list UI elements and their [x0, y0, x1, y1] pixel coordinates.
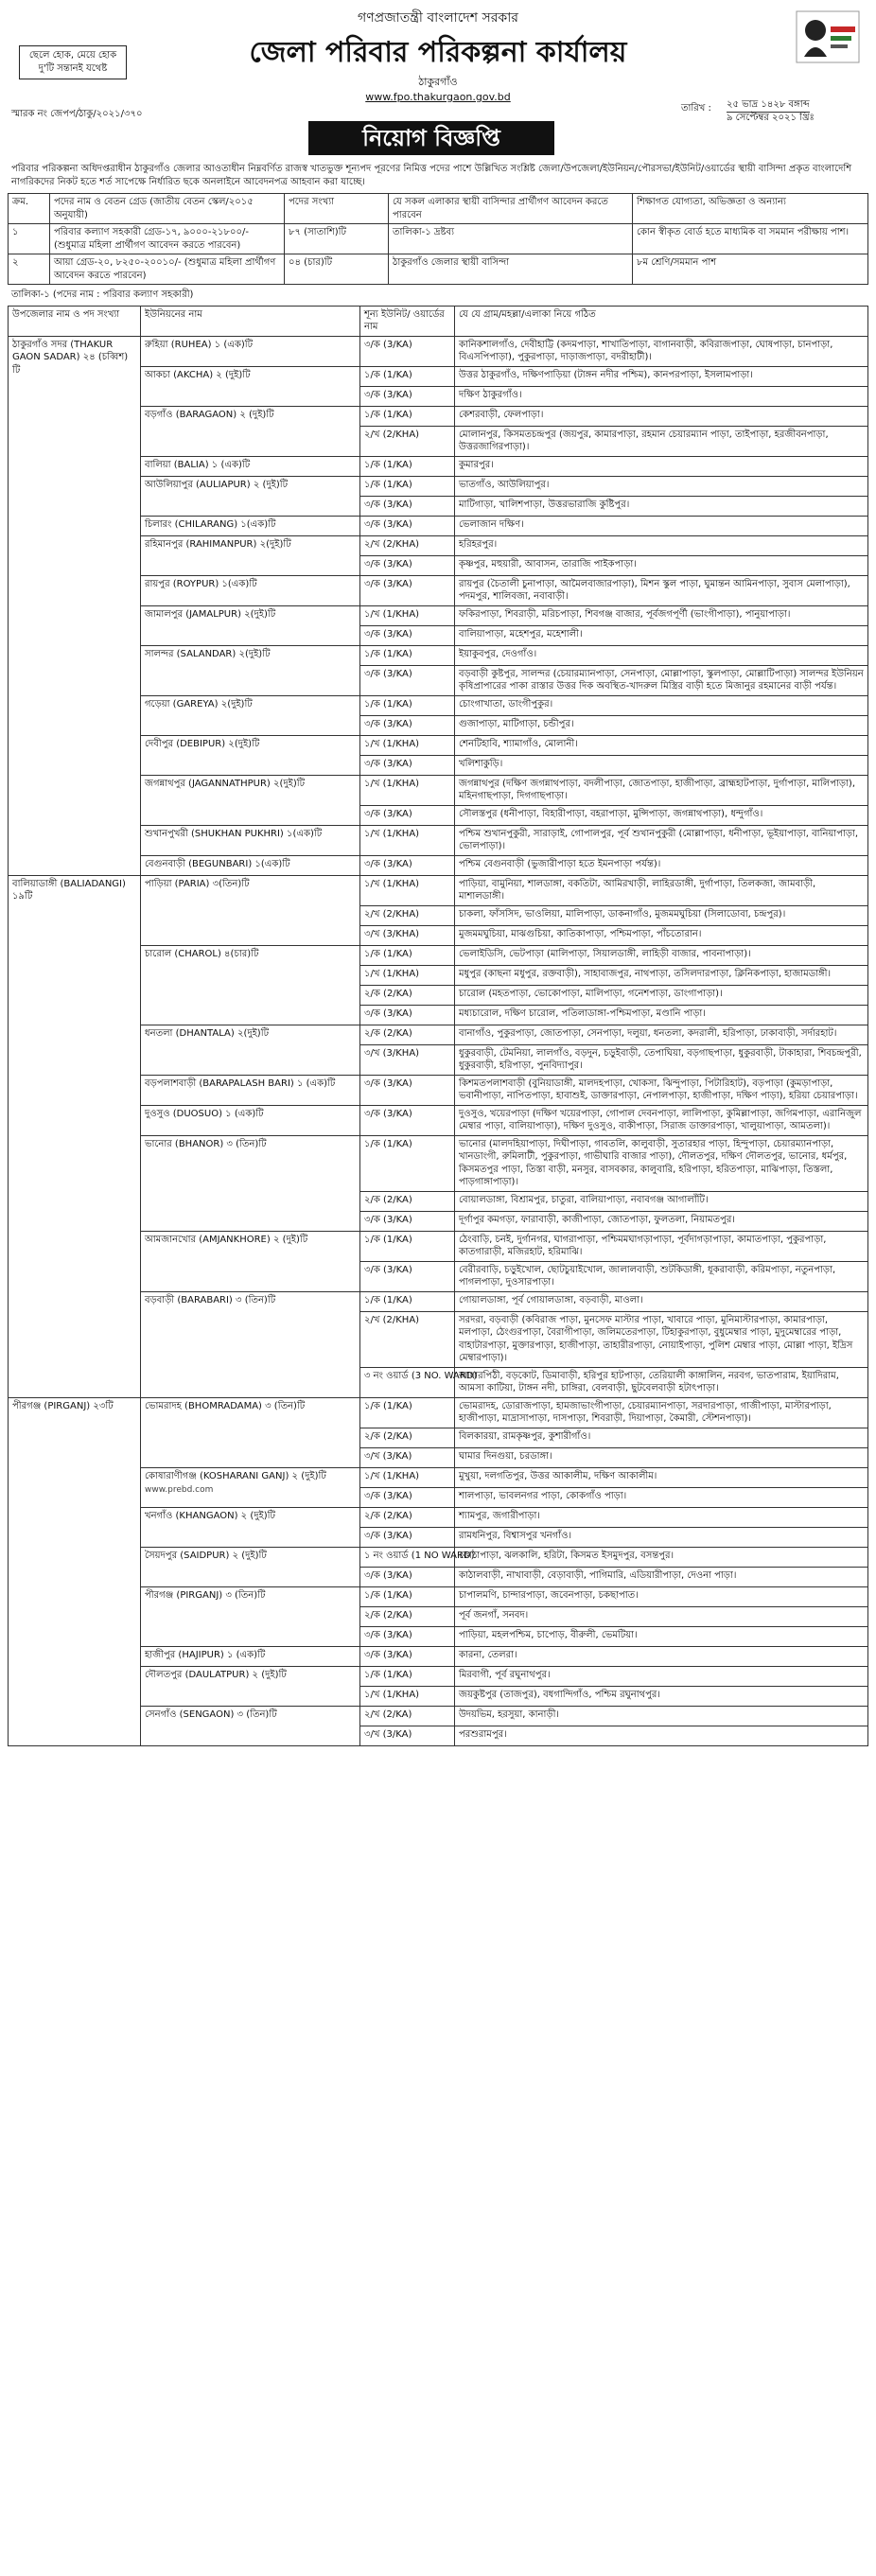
union-name-text: বড়গাঁও (BARAGAON) ২ (দুই)টি: [145, 409, 274, 420]
village-list: মধ্যচারোল, দক্ষিণ চারোল, পতিলাডাঙ্গা-পশ্চিমপাড়া, মণ্ডানি পাড়া।: [455, 1005, 868, 1025]
union-name-text: দেবীপুর (DEBIPUR) ২(দুই)টি: [145, 738, 260, 749]
ward-unit: ১/খ (1/KHA): [360, 825, 455, 855]
ward-unit: ১/খ (1/KHA): [360, 1686, 455, 1706]
union-name: [141, 476, 360, 516]
post-serial: ২: [9, 254, 50, 285]
header-eligible-area: যে সকল এলাকার স্থায়ী বাসিন্দার প্রার্থীগণ আবেদন করতে পারবেন: [389, 194, 633, 224]
village-list: ভাতগাঁও, আউলিয়াপুর।: [455, 476, 868, 496]
village-list: শালপাড়া, ভাবলনগর পাড়া, কোকগাঁও পাড়া।: [455, 1487, 868, 1507]
village-list: রায়পুর (চৈতালী চুনাপাড়া, আমৈলবাজারপাড়া), মিশন স্কুল পাড়া, ঘুমান্তন আমিনপাড়া, সুবাস মেলাপাড়া), পদমপুর, শালিবজা, নবাবাড়ী।: [455, 575, 868, 605]
union-name: [141, 735, 360, 775]
ward-unit: ২/খ (2/KHA): [360, 905, 455, 925]
ward-unit: ২/খ (2/KHA): [360, 426, 455, 456]
union-name-text: ভোমরাদহ (BHOMRADAMA) ৩ (তিন)টি: [145, 1400, 306, 1411]
union-name: [141, 1646, 360, 1666]
ward-unit: ৩/ক (3/KA): [360, 386, 455, 406]
union-name-text: সেনগাঁও (SENGAON) ৩ (তিন)টি: [145, 1709, 277, 1720]
union-table-header: [9, 306, 868, 336]
union-name-text: রায়পুর (ROYPUR) ১(এক)টি: [145, 578, 257, 589]
district-name: ঠাকুরগাঁও: [418, 76, 458, 88]
union-name: [141, 366, 360, 406]
union-name-text: বড়বাড়ী (BARABARI) ৩ (তিন)টি: [145, 1294, 276, 1306]
village-list: পরশুরামপুর।: [455, 1726, 868, 1745]
village-list: খলিশাকুড়ি।: [455, 755, 868, 775]
union-name-text: জামালপুর (JAMALPUR) ২(দুই)টি: [145, 608, 276, 620]
ward-unit: ২/ক (2/KA): [360, 1428, 455, 1447]
ward-unit: ২/খ (2/KHA): [360, 1311, 455, 1367]
family-planning-slogan: ছেলে হোক, মেয়ে হোক দু'টি সন্তানই যথেষ্ট: [19, 45, 127, 79]
union-name: [141, 516, 360, 535]
ward-unit: ৩/ক (3/KA): [360, 575, 455, 605]
village-list: ভেলাজান দক্ষিণ।: [455, 516, 868, 535]
ward-unit: ১/ক (1/KA): [360, 1397, 455, 1428]
village-list: মিরবাগী, পূর্ব রঘুনাথপুর।: [455, 1666, 868, 1686]
ward-unit: ২/খ (2/KHA): [360, 535, 455, 555]
ward-unit: ২/খ (2/KA): [360, 1706, 455, 1726]
village-list: মোলানপুর, কিসমতচন্দ্রপুর (জয়পুর, কামারপাড়া, রহমান চেয়ারম্যান পাড়া, তাইপাড়া, হরজীবনপাড়া, উত্তরজাগিরপাড়া)।: [455, 426, 868, 456]
village-list: ইয়াকুবপুর, দেওগাঁও।: [455, 645, 868, 665]
intro-paragraph: পরিবার পরিকল্পনা অধিদপ্তরাধীন ঠাকুরগাঁও জেলার আওতাধীন নিম্নবর্ণিত রাজস্ব খাতভুক্ত শূন্যপদ পূরণের নিমিত্ত পদের পাশে উল্লিখিত সংশ্লিষ্ট জেলা/উপজেলা/ইউনিয়ন/পৌরসভা/ইউনিট/ওয়ার্ডের স্থায়ী বাসিন্দা প্রকৃত বাংলাদেশি নাগরিকদের নিকট হতে শর্ত সাপেক্ষে নির্ধারিত ছকে অনলাইনে আবেদনপত্র আহবান করা যাচ্ছে।: [11, 164, 852, 187]
ward-unit: ১/ক (1/KA): [360, 456, 455, 476]
ward-unit: ৩ নং ওয়ার্ড (3 NO. WARD): [360, 1367, 455, 1397]
post-name: আয়া গ্রেড-২০, ৮২৫০-২০০১০/- (শুধুমাত্র মহিলা প্রার্থীগণ আবেদন করতে পারবেন): [50, 254, 285, 285]
village-list: সৌলস্তপুর (ধনীপাড়া, বিহারীপাড়া, বহরাপাড়া, মুন্সিপাড়া, জগন্নাথপাড়া), ধন্দুগাঁও।: [455, 805, 868, 825]
village-list: ফকিরপাড়া, শিবরাড়ী, মরিচপাড়া, শিবগঞ্জ বাজার, পূর্বজগপূর্ণী (ভাংগীপাড়া), পানুয়াপাড়া।: [455, 605, 868, 625]
posts-table: [8, 193, 868, 285]
village-list: পশ্চিম শুখানপুকুরী, সারাড়াই, গোপালপুর, পূর্ব শুখানপুকুরী (মোল্লাপাড়া, ধনীপাড়া, ভূইয়াপাড়া, বানিয়াপাড়া, ভোলপাড়া)।: [455, 825, 868, 855]
ward-unit: ১/ক (1/KA): [360, 695, 455, 715]
union-name-text: সৈয়দপুর (SAIDPUR) ২ (দুই)টি: [145, 1550, 267, 1561]
ward-unit: ৩/খ (3/KA): [360, 1726, 455, 1745]
union-name-text: রহিমানপুর (RAHIMANPUR) ২(দুই)টি: [145, 538, 291, 550]
ward-unit: ১/ক (1/KA): [360, 1291, 455, 1311]
union-table-row: [9, 875, 868, 905]
union-name: [141, 1706, 360, 1745]
ward-unit: ৩/ক (3/KA): [360, 1646, 455, 1666]
post-serial: ১: [9, 224, 50, 254]
union-name-text: সালন্দর (SALANDAR) ২(দুই)টি: [145, 648, 271, 659]
ward-unit: ৩/ক (3/KA): [360, 496, 455, 516]
village-list: সরদরা, বড়বাড়ী (কবিরাজ পাড়া, মুনসেফ মাস্টার পাড়া, খাবারে পাড়া, মুনিমাস্টারপাড়া, কামারপাড়া, মলপাড়া, ঠেংগুরপাড়া, বৈরাগীপাড়া, জলিমতেরপাড়া, টিহাকুরপাড়া, বুধুমেম্বার পাড়া, মুদুমেম্বারের পাড়া, বাহাটারপাড়া, মুক্তারপাড়া, হাজীপাড়া, তাহারীরপাড়া, নোয়াইপাড়া, পুলিশ মেম্বার পাড়া, মোল্লা পাড়া, ইদ্রিস মেম্বারপাড়া)।: [455, 1311, 868, 1367]
union-name-text: শুখানপুখরী (SHUKHAN PUKHRI) ১(এক)টি: [145, 828, 323, 839]
village-list: কৃষ্ণপুর, মহুয়ারী, আবাসন, তারাজি পাইকপাড়া।: [455, 555, 868, 575]
village-list: ঠেংবাড়ি, চনই, দুর্গানগর, ঘাগরাপাড়া, পশ্চিমমঘাগড়াপাড়া, পূর্বদাগড়াপাড়া, কামাতপাড়া, পুকুরপাড়া, কাতগারাড়ী, মজিরহাট, হরিমাঝি।: [455, 1231, 868, 1261]
union-name: [141, 1586, 360, 1646]
union-name-text: বড়পলাশবাড়ী (BARAPALASH BARI) ১ (এক)টি: [145, 1078, 336, 1089]
ward-unit: ৩/ক (3/KA): [360, 555, 455, 575]
union-name: [141, 1025, 360, 1075]
village-list: দক্ষিণ ঠাকুরগাঁও।: [455, 386, 868, 406]
village-list: বানাগাঁও, পুকুরপাড়া, জোতপাড়া, সেনপাড়া, দলুয়া, ধনতলা, কদরালী, হরিপাড়া, ঢাকাবাড়ী, সর্দারহাট।: [455, 1025, 868, 1044]
union-name-text: বেগুনবাড়ী (BEGUNBARI) ১(এক)টি: [145, 858, 290, 869]
ward-unit: ৩/ক (3/KA): [360, 1626, 455, 1646]
post-area: ঠাকুরগাঁও জেলার স্থায়ী বাসিন্দা: [389, 254, 633, 285]
list-1-label: তালিকা-১ (পদের নাম : পরিবার কল্যাণ সহকারী): [11, 289, 194, 300]
union-name: [141, 775, 360, 825]
union-name: [141, 605, 360, 645]
ward-unit: ১/ক (1/KA): [360, 1231, 455, 1261]
post-row: [9, 254, 868, 285]
ward-unit: ৩/ক (3/KA): [360, 1105, 455, 1135]
ward-unit: ৩/ক (3/KA): [360, 1261, 455, 1291]
village-list: চাপালমণি, চান্দারপাড়া, জবেনপাড়া, চকছাপাত।: [455, 1586, 868, 1606]
village-list: হরিহরপুর।: [455, 535, 868, 555]
union-name: [141, 336, 360, 366]
village-list: মুখুয়া, দলগতিপুর, উত্তর আকালীম, দক্ষিণ আকালীম।: [455, 1467, 868, 1487]
ward-unit: ৩/ক (3/KA): [360, 755, 455, 775]
union-name: [141, 645, 360, 695]
ward-unit: ১/ক (1/KA): [360, 1666, 455, 1686]
village-list: পূর্ব জনগাঁ, সনবদ।: [455, 1606, 868, 1626]
ward-unit: ১/খ (1/KHA): [360, 775, 455, 805]
recruitment-notice-banner: নিয়োগ বিজ্ঞপ্তি: [308, 121, 554, 155]
ward-unit: ১/খ (1/KHA): [360, 735, 455, 755]
post-qualification: কোন স্বীকৃত বোর্ড হতে মাধ্যমিক বা সমমান পরীক্ষায় পাশ।: [633, 224, 868, 254]
ward-unit: ১/ক (1/KA): [360, 476, 455, 496]
union-name: [141, 1467, 360, 1507]
notice-header: [8, 8, 868, 123]
posts-table-header: [9, 194, 868, 224]
watermark-text: www.prebd.com: [145, 1485, 214, 1495]
union-name-text: পীরগঞ্জ (PIRGANJ) ৩ (তিন)টি: [145, 1589, 266, 1601]
village-list: কুমারপুর।: [455, 456, 868, 476]
village-list: ঘামার দিনগুয়া, চরডাঙ্গা।: [455, 1447, 868, 1467]
union-name-text: ভানোর (BHANOR) ৩ (তিন)টি: [145, 1138, 267, 1149]
union-name: [141, 855, 360, 875]
ward-unit: ৩/ক (3/KA): [360, 1567, 455, 1586]
ward-unit: ১/খ (1/KHA): [360, 875, 455, 905]
union-name: [141, 1231, 360, 1291]
union-name-text: দৌলতপুর (DAULATPUR) ২ (দুই)টি: [145, 1669, 287, 1680]
ward-unit: ৩/ক (3/KA): [360, 1005, 455, 1025]
date-label: তারিখ :: [681, 103, 711, 114]
union-name-text: আউলিয়াপুর (AULIAPUR) ২ (দুই)টি: [145, 479, 289, 490]
village-list: রামধনিপুর, বিশ্বাসপুর খনগাঁও।: [455, 1527, 868, 1547]
village-list: শ্যামপুর, জগারীপাড়া।: [455, 1507, 868, 1527]
union-name-text: রুহিয়া (RUHEA) ১ (এক)টি: [145, 339, 254, 350]
upazila-name: ঠাকুরগাঁও সদর (THAKUR GAON SADAR) ২৪ (চব্বিশ) টি: [9, 336, 141, 875]
village-list: বিলকারয়া, রামকৃষ্ণপুর, কুশারীগাঁও।: [455, 1428, 868, 1447]
ward-unit: ৩/খ (3/KA): [360, 1447, 455, 1467]
union-name: [141, 1666, 360, 1706]
header-upazila: উপজেলার নাম ও পদ সংখ্যা: [9, 306, 141, 336]
village-list: কেশরবাড়ী, ফেলপাড়া।: [455, 406, 868, 426]
union-name-text: কোষারাণীগঞ্জ (KOSHARANI GANJ) ২ (দুই)টি: [145, 1470, 326, 1481]
village-list: চারোল (মহতপাড়া, ভোকোপাড়া, মালিপাড়া, গনেশপাড়া, ডাংগাপাড়া)।: [455, 985, 868, 1005]
ward-unit: ৩/ক (3/KA): [360, 625, 455, 645]
village-list: গোয়ালডাঙ্গা, পূর্ব গোয়ালডাঙ্গা, বড়বাড়ী, মাওলা।: [455, 1291, 868, 1311]
union-name: [141, 575, 360, 605]
union-name-text: খনগাঁও (KHANGAON) ২ (দুই)টি: [145, 1510, 275, 1521]
office-website-link[interactable]: www.fpo.thakurgaon.gov.bd: [365, 91, 511, 103]
post-qualification: ৮ম শ্রেণি/সমমান পাশ: [633, 254, 868, 285]
upazila-name: পীরগঞ্জ (PIRGANJ) ২৩টি: [9, 1397, 141, 1745]
header-serial: ক্রম.: [9, 194, 50, 224]
ward-unit: ২/ক (2/KA): [360, 1606, 455, 1626]
ward-unit: ২/ক (2/KA): [360, 1191, 455, 1211]
post-name: পরিবার কল্যাণ সহকারী গ্রেড-১৭, ৯০০০-২১৮০০/- (শুধুমাত্র মহিলা প্রার্থীগণ আবেদন করতে পারবেন): [50, 224, 285, 254]
union-table-row: [9, 336, 868, 366]
village-list: ভানোর (মালদহিয়াপাড়া, দিঘীপাড়া, গাবতলি, কালুবাড়ী, সুতারহার পাড়া, হিন্দুপাড়া, চেয়ারম্যানপাড়া, খানডাংগী, রুমিলাটী, পুকুরপাড়া, গাভীঘারি বাজার পাড়া), দৌলতপুর, দক্ষিণ দৌলতপুর, ভানোর, ধর্মপুর, কিসমতপুর পাড়া, তিস্তা বাড়ী, মনসুর, বাসবকার, কালুবারি, হরিপাড়া, হরিতপাড়া, মাঝিপাড়া, তিস্তলা, পাড়গাঙ্গাপাড়া)।: [455, 1135, 868, 1191]
village-list: জগন্নাথপুর (দক্ষিণ জগন্নাথপাড়া, বদলীপাড়া, জোতপাড়া, হাজীপাড়া, ব্রাহ্মহাটপাড়া, দুর্গাপাড়া, মালিপাড়া), মহিনগাছপাড়া, দিগগাছপাড়া।: [455, 775, 868, 805]
post-row: [9, 224, 868, 254]
union-name-text: গড়েয়া (GAREYA) ২(দুই)টি: [145, 698, 253, 710]
post-count: ৮৭ (সাতাশি)টি: [285, 224, 389, 254]
union-name-text: চিলারং (CHILARANG) ১(এক)টি: [145, 518, 276, 530]
union-name: [141, 1397, 360, 1467]
ward-unit: ৩/ক (3/KA): [360, 1487, 455, 1507]
ward-unit: ৩/ক (3/KA): [360, 715, 455, 735]
header-ward: শূন্য ইউনিট/ ওয়ার্ডের নাম: [360, 306, 455, 336]
union-name-text: পাড়িয়া (PARIA) ৩(তিন)টি: [145, 878, 250, 889]
ward-unit: ৩/ক (3/KA): [360, 1075, 455, 1105]
union-name-text: ধনতলা (DHANTALA) ২(দুই)টি: [145, 1027, 270, 1039]
ward-unit: ১/ক (1/KA): [360, 945, 455, 965]
union-name: [141, 945, 360, 1025]
date-gregorian: ৯ সেপ্টেম্বর ২০২১ খ্রিঃ: [727, 113, 815, 123]
union-name: [141, 535, 360, 575]
village-list: আধারপিঠী, বড়কোট, ডিমাবাড়ী, হরিপুর হাটপাড়া, তেরিয়ালী কাঙ্গালিন, নরবগ, ভাতপারাম, ইয়াদিরাম, আমসা কাটিয়া, টাঙ্গন নদী, চাঙ্গিরা, বেলবাড়ী, ছুটবেলবাড়ী হটাৎপাড়া।: [455, 1367, 868, 1397]
ward-unit: ১/ক (1/KA): [360, 1135, 455, 1191]
village-list: উত্তর ঠাকুরগাঁও, দক্ষিণপাড়িয়া (টাঙ্গন নদীর পশ্চিম), কানপরপাড়া, ইসলামপাড়া।: [455, 366, 868, 386]
union-name: [141, 825, 360, 855]
ward-unit: ১ নং ওয়ার্ড (1 NO WARD): [360, 1547, 455, 1567]
ward-unit: ৩/ক (3/KA): [360, 1527, 455, 1547]
union-vacancy-table: [8, 306, 868, 1746]
ward-unit: ৩/খ (3/KHA): [360, 1044, 455, 1075]
government-name: গণপ্রজাতন্ত্রী বাংলাদেশ সরকার: [358, 10, 518, 26]
memo-number: স্মারক নং জেপপ/ঠাকু/২০২১/৩৭০: [11, 109, 143, 119]
village-list: কাঠালবাড়ী, নাখাবাড়ী, বেড়াবাড়ী, পাগিমারি, এডিয়ারীপাড়া, দেওনা পাড়া।: [455, 1567, 868, 1586]
ward-unit: ১/খ (1/KHA): [360, 965, 455, 985]
village-list: পশ্চিম বেগুনবাড়ী (ভুজারীপাড়া হতে ইমনপাড়া পর্যন্ত)।: [455, 855, 868, 875]
village-list: কানিকশালগাঁও, দেবীহাট্টি (কদমপাড়া, শাখাতিপাড়া, বাগানবাড়ী, কবিরাজপাড়া, ঘোষপাড়া, চানপাড়া, বিএসপিপাড়া), পুকুরপাড়া, দাড়াজপাড়া, বদরীহাটী)।: [455, 336, 868, 366]
ward-unit: ২/ক (2/KA): [360, 985, 455, 1005]
union-table-row: [9, 1397, 868, 1428]
post-count: ০৪ (চার)টি: [285, 254, 389, 285]
ward-unit: ৩/ক (3/KA): [360, 1211, 455, 1231]
notice-page: [8, 8, 868, 1746]
village-list: বালিয়াপাড়া, মহেশপুর, মহেশালী।: [455, 625, 868, 645]
union-name: [141, 456, 360, 476]
union-name: [141, 875, 360, 945]
village-list: জয়কুষ্টপুর (তাজপুর), বধগান্দিগাঁও, পশ্চিম রঘুনাথপুর।: [455, 1686, 868, 1706]
union-name-text: চারোল (CHAROL) ৪(চার)টি: [145, 948, 259, 959]
union-name: [141, 1507, 360, 1547]
village-list: গুজাপাড়া, মাটিগাড়া, চন্ডীপুর।: [455, 715, 868, 735]
union-name-text: আমজানখোর (AMJANKHORE) ২ (দুই)টি: [145, 1234, 308, 1245]
ward-unit: ৩/ক (3/KA): [360, 665, 455, 695]
village-list: দূর্গাপুর কমগড়া, ফারাবাড়ী, কাজীপাড়া, জোতপাড়া, ফুলতলা, নিয়ামতপুর।: [455, 1211, 868, 1231]
village-list: পাড়িয়া, বামুনিয়া, শালডাঙ্গা, বকতিটা, আমিরখাড়ী, লাহিরডাঙ্গী, দুর্গাপাড়া, তিলকজা, জামবাড়ী, মাশালডাঙ্গী।: [455, 875, 868, 905]
village-list: কিশমতপলাশবাড়ী (বুনিয়াডাঙ্গী, মালদহপাড়া, খোকসা, ঝিন্দুপাড়া, পিটারিহাট), বড়পাড়া (কুমড়াপাড়া, ভবানীপাড়া, নাপিতপাড়া, হাবাশুই, ডাক্তারপাড়া, নেপালপাড়া, হাজীপাড়া, দক্ষিণ পাড়া), হরিয়া চেয়ারপাড়া।: [455, 1075, 868, 1105]
village-list: চাকলা, ফাঁসসিদ, ভাওলিয়া, মালিপাড়া, ডাকনাগাঁও, মুজমমঘুচিয়া (সিলাডোবা, চন্দ্রপুর)।: [455, 905, 868, 925]
union-name-text: দুওসুও (DUOSUO) ১ (এক)টি: [145, 1108, 264, 1119]
ward-unit: ৩/খ (3/KHA): [360, 925, 455, 945]
header-post-name: পদের নাম ও বেতন গ্রেড (জাতীয় বেতন স্কেল/২০১৫ অনুযায়ী): [50, 194, 285, 224]
header-post-count: পদের সংখ্যা: [285, 194, 389, 224]
village-list: উদয়ভিম, হরসুয়া, কানাড়ী।: [455, 1706, 868, 1726]
village-list: ধুকুরবাড়ী, টেমনিয়া, লালগাঁও, বড়দুন, চড়ুইবাড়ী, তেপাঘিয়া, বড়গাছপাড়া, ধুকুরবাড়ী, টাকাহারা, শিবচন্দ্রপুরী, ধুকুরবাড়ী, হরিপাড়া, পুনবিদ্যাপুর।: [455, 1044, 868, 1075]
union-name: [141, 1105, 360, 1135]
mujib-centenary-logo-icon: [795, 9, 861, 64]
ward-unit: ১/ক (1/KA): [360, 366, 455, 386]
post-area: তালিকা-১ দ্রষ্টব্য: [389, 224, 633, 254]
village-list: ভেলাইডিসি, ভেটপাড়া (মালিপাড়া, সিয়ালডাঙ্গী, লাহিড়ী বাজার, পাবনাপাড়া)।: [455, 945, 868, 965]
ward-unit: ৩/ক (3/KA): [360, 516, 455, 535]
union-name-text: আকচা (AKCHA) ২ (দুই)টি: [145, 369, 251, 380]
ward-unit: ১/ক (1/KA): [360, 406, 455, 426]
ward-unit: ২/ক (2/KA): [360, 1507, 455, 1527]
header-qualification: শিক্ষাগত যোগ্যতা, অভিজ্ঞতা ও অন্যান্য: [633, 194, 868, 224]
office-name: জেলা পরিবার পরিকল্পনা কার্যালয়: [249, 36, 627, 69]
ward-unit: ৩/ক (3/KA): [360, 336, 455, 366]
village-list: শেনটিহাবি, শ্যামাগাঁও, মোলানী।: [455, 735, 868, 755]
header-union: ইউনিয়নের নাম: [141, 306, 360, 336]
union-name-text: বালিয়া (BALIA) ১ (এক)টি: [145, 459, 251, 470]
union-name-text: হাজীপুর (HAJIPUR) ১ (এক)টি: [145, 1649, 266, 1660]
union-name: [141, 1075, 360, 1105]
date-bangla: ২৫ ভাদ্র ১৪২৮ বঙ্গাব্দ: [727, 98, 810, 113]
village-list: ভোমরাদহ, ডোরাজপাড়া, হামজাভাংগীপাড়া, চেয়ারম্যানপাড়া, সরদারপাড়া, গাজীপাড়া, মাস্টারপাড়া, হাজীপাড়া, মাদ্রাসাপাড়া, দাসপাড়া, শিবরাড়ী, দিয়াপাড়া, কৈমারী, স্টেশনপাড়া)।: [455, 1397, 868, 1428]
ward-unit: ২/ক (2/KA): [360, 1025, 455, 1044]
ward-unit: ১/ক (1/KA): [360, 645, 455, 665]
banner-wrap: [8, 119, 868, 161]
village-list: দুওসুও, খয়েরপাড়া (দক্ষিণ খয়েরপাড়া, গোপাল দেবনপাড়া, লালিপাড়া, কুমিল্লাপাড়া, জগিমপাড়া, এরানিজুল মেম্বার পাড়া, বালিয়াপাড়া), দক্ষিণ দুওসুও, বাকীপাড়া, সিরাজ ডাক্তারপাড়া, খালুয়াপাড়া, আমতলা)।: [455, 1105, 868, 1135]
village-list: মুজমমঘুচিয়া, মাঝগুচিয়া, কাতিকাপাড়া, পশ্চিমপাড়া, পাঁচতোরান।: [455, 925, 868, 945]
village-list: কারনা, তেলরা।: [455, 1646, 868, 1666]
village-list: বোয়ালডাঙ্গা, বিশ্রামপুর, চাতুরা, বালিয়াপাড়া, নবাবগঞ্জ আগালাঁটি।: [455, 1191, 868, 1211]
union-name: [141, 1547, 360, 1586]
union-name: [141, 1291, 360, 1397]
village-list: কোঠাপাড়া, ঝলকালি, হরিটা, কিসমত ইসমুদপুর, বসন্তপুর।: [455, 1547, 868, 1567]
ward-unit: ৩/ক (3/KA): [360, 805, 455, 825]
header-villages: যে যে গ্রাম/মহল্লা/এলাকা নিয়ে গঠিত: [455, 306, 868, 336]
ward-unit: ৩/ক (3/KA): [360, 855, 455, 875]
union-name: [141, 695, 360, 735]
village-list: বড়বাড়ী কুষ্টপুর, সালন্দর (চেয়ারম্যানপাড়া, সেনপাড়া, মোল্লাপাড়া, স্কুলপাড়া, মোল্লাটিপাড়া) সালন্দর ইউনিয়ন কৃষিপ্রাপারের পাকা রাস্তার উত্তর দিক অবস্থিত-খাদরুল মিস্ত্রির বাড়ী হতে মিজানুর রহমানের বাড়ী পর্যন্ত।: [455, 665, 868, 695]
village-list: বেরীরবাড়ি, চড়ুইখোল, ছোটচুয়াইখোল, জালালবাড়ী, শুটকিডাঙ্গী, ধূকরাবাড়ী, করিমপাড়া, নতুনপাড়া, পাগলপাড়া, দুওসারপাড়া।: [455, 1261, 868, 1291]
ward-unit: ১/ক (1/KA): [360, 1586, 455, 1606]
village-list: পাড়িয়া, মহলপশ্চিম, চাপোড়, বীরুলী, ভেমটিয়া।: [455, 1626, 868, 1646]
village-list: চোংগাখাতা, ডাংগীপুকুর।: [455, 695, 868, 715]
ward-unit: ১/খ (1/KHA): [360, 605, 455, 625]
village-list: মাটিগাড়া, খালিশপাড়া, উত্তরভারাজি কুষ্টিপুর।: [455, 496, 868, 516]
union-name: [141, 1135, 360, 1231]
village-list: মধুপুর (কাছনা মধুপুর, রক্তবাড়ী), সাহাবাজপুর, নাথপাড়া, তসিলদারপাড়া, ক্লিনিকপাড়া, হাজামডাঙ্গী।: [455, 965, 868, 985]
upazila-name: বালিয়াডাঙ্গী (BALIADANGI) ১৯টি: [9, 875, 141, 1397]
ward-unit: ১/খ (1/KHA): [360, 1467, 455, 1487]
union-name: [141, 406, 360, 456]
union-name-text: জগন্নাথপুর (JAGANNATHPUR) ২(দুই)টি: [145, 778, 306, 789]
